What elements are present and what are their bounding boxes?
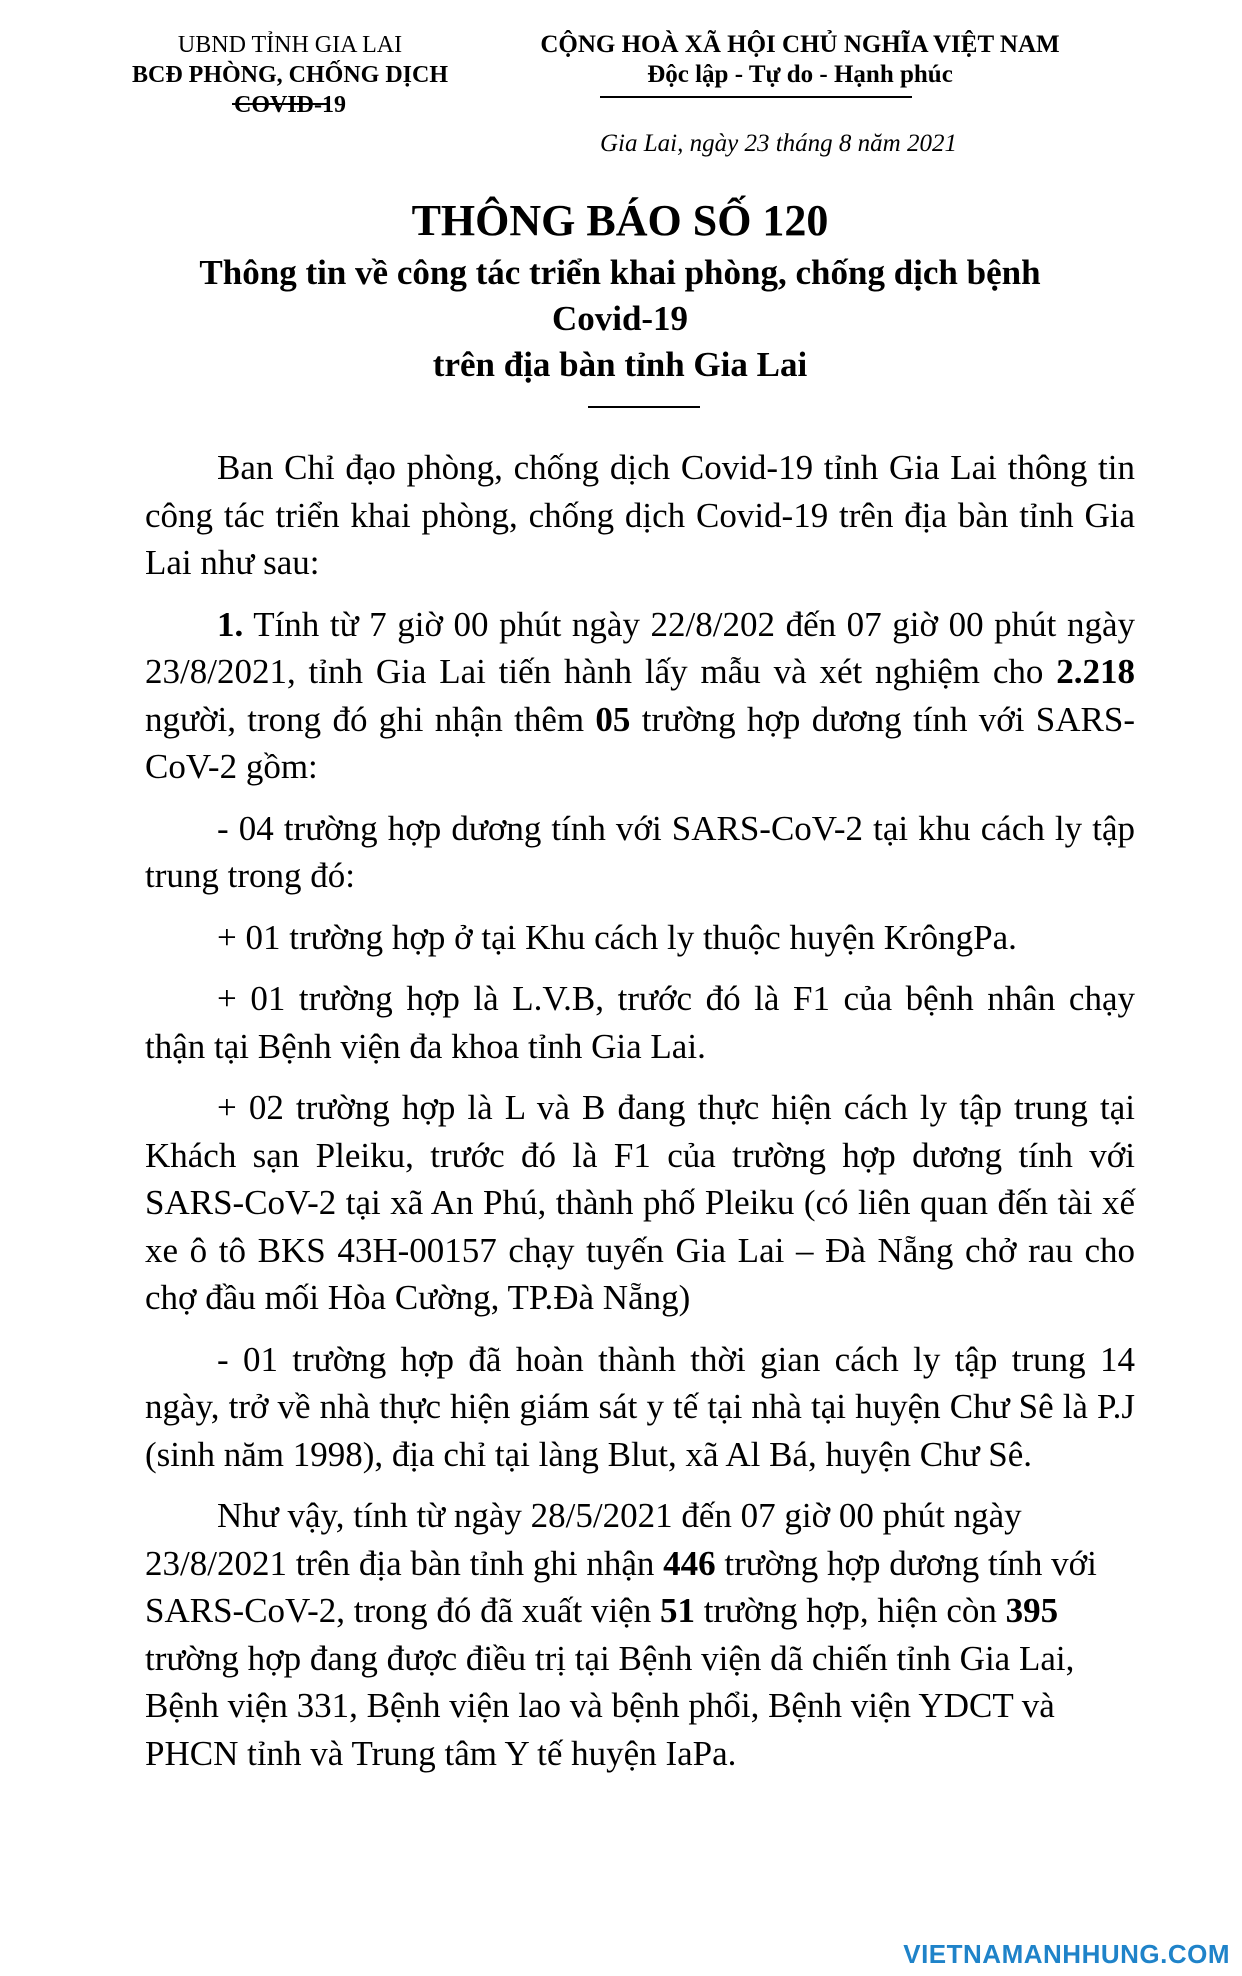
- section-number: 1.: [217, 604, 244, 644]
- subtitle-line-1: Thông tin về công tác triển khai phòng, chống dịch bệnh: [199, 253, 1041, 292]
- paragraph-6: - 01 trường hợp đã hoàn thành thời gian cách ly tập trung 14 ngày, trở về nhà thực hiện giám sát y tế tại nhà tại huyện Chư Sê là P.J (sinh năm 1998), địa chỉ tại làng Blut, xã Al Bá, huyện Chư Sê.: [145, 1339, 1135, 1474]
- paragraph-3: + 01 trường hợp ở tại Khu cách ly thuộc huyện KrôngPa.: [217, 917, 1017, 957]
- agency-line-1: UBND TỈNH GIA LAI: [177, 32, 403, 58]
- intro-paragraph: Ban Chỉ đạo phòng, chống dịch Covid-19 tỉnh Gia Lai thông tin công tác triển khai phòng, chống dịch Covid-19 trên địa bàn tỉnh Gia Lai như sau:: [145, 448, 1135, 582]
- paragraph-4: + 01 trường hợp là L.V.B, trước đó là F1 của bệnh nhân chạy thận tại Bệnh viện đa khoa tỉnh Gia Lai.: [145, 979, 1135, 1066]
- treating-count: 395: [1005, 1591, 1059, 1630]
- tested-count: 2.218: [1056, 652, 1135, 691]
- motto-underline: [600, 96, 912, 98]
- document-title: THÔNG BÁO SỐ 120: [411, 196, 829, 245]
- subtitle-line-2: Covid-19: [551, 299, 689, 338]
- issue-date: Gia Lai, ngày 23 tháng 8 năm 2021: [600, 130, 957, 157]
- issuing-agency: [120, 30, 460, 120]
- document-subtitle: [120, 250, 1120, 388]
- paragraph-7: Như vậy, tính từ ngày 28/5/2021 đến 07 giờ 00 phút ngày 23/8/2021 trên địa bàn tỉnh ghi nhận 446 trường hợp dương tính với SARS-CoV-2, trong đó đã xuất viện 51 trường hợp, hiện còn 395 trường hợp đang được điều trị tại Bệnh viện dã chiến tỉnh Gia Lai, Bệnh viện 331, Bệnh viện lao và bệnh phổi, Bệnh viện YDCT và PHCN tỉnh và Trung tâm Y tế huyện IaPa.: [145, 1496, 1097, 1773]
- national-motto: [470, 30, 1130, 90]
- document-body: [145, 444, 1135, 1791]
- agency-underline: [232, 103, 328, 105]
- agency-line-3: COVID-19: [234, 92, 346, 118]
- paragraph-2: - 04 trường hợp dương tính với SARS-CoV-2 tại khu cách ly tập trung trong đó:: [145, 808, 1135, 895]
- agency-line-2: BCĐ PHÒNG, CHỐNG DỊCH: [131, 62, 448, 88]
- motto-line-1: CỘNG HOÀ XÃ HỘI CHỦ NGHĨA VIỆT NAM: [540, 31, 1060, 58]
- site-watermark: VIETNAMANHHUNG.COM: [903, 1939, 1230, 1969]
- paragraph-5: + 02 trường hợp là L và B đang thực hiện cách ly tập trung tại Khách sạn Pleiku, trước đó là F1 của trường hợp dương tính với SARS-CoV-2 tại xã An Phú, thành phố Pleiku (có liên quan đến tài xế xe ô tô BKS 43H-00157 chạy tuyến Gia Lai – Đà Nẵng chở rau cho chợ đầu mối Hòa Cường, TP.Đà Nẵng): [145, 1088, 1135, 1317]
- new-cases-count: 05: [595, 699, 631, 739]
- total-cases-count: 446: [663, 1543, 716, 1583]
- title-underline: [588, 406, 700, 408]
- discharged-count: 51: [659, 1591, 695, 1630]
- motto-line-2: Độc lập - Tự do - Hạnh phúc: [647, 61, 953, 88]
- subtitle-line-3: trên địa bàn tỉnh Gia Lai: [432, 345, 808, 384]
- paragraph-1: 1. Tính từ 7 giờ 00 phút ngày 22/8/202 đến 07 giờ 00 phút ngày 23/8/2021, tỉnh Gia Lai tiến hành lấy mẫu và xét nghiệm cho 2.218 người, trong đó ghi nhận thêm 05 trường hợp dương tính với SARS-CoV-2 gồm:: [145, 604, 1135, 786]
